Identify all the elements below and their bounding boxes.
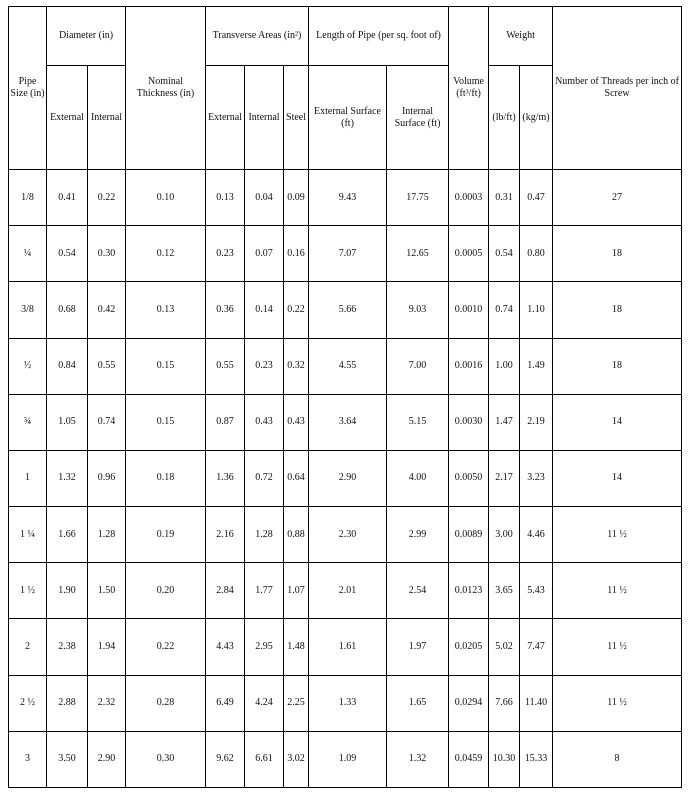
table-row: [9, 507, 682, 563]
header-diameter-external: External: [47, 66, 88, 170]
cell-weight-lbft: 3.65: [489, 563, 520, 619]
header-weight: Weight: [489, 7, 553, 66]
cell-pipe-size: 3/8: [9, 282, 47, 338]
cell-length-external: 9.43: [309, 170, 387, 226]
cell-volume: 0.0003: [449, 170, 489, 226]
cell-diameter-internal: 0.42: [88, 282, 126, 338]
cell-pipe-size: 1: [9, 450, 47, 506]
cell-area-steel: 0.32: [284, 338, 309, 394]
cell-weight-kgm: 3.23: [520, 450, 553, 506]
cell-length-external: 1.61: [309, 619, 387, 675]
cell-nominal-thickness: 0.15: [126, 338, 206, 394]
header-length-external: External Surface (ft): [309, 66, 387, 170]
cell-area-internal: 0.04: [245, 170, 284, 226]
cell-weight-kgm: 2.19: [520, 394, 553, 450]
cell-diameter-external: 0.84: [47, 338, 88, 394]
cell-diameter-external: 1.66: [47, 507, 88, 563]
table-row: [9, 563, 682, 619]
cell-volume: 0.0294: [449, 675, 489, 731]
header-diameter-internal: Internal: [88, 66, 126, 170]
cell-area-steel: 0.16: [284, 226, 309, 282]
cell-diameter-internal: 0.74: [88, 394, 126, 450]
cell-area-internal: 6.61: [245, 731, 284, 787]
cell-volume: 0.0010: [449, 282, 489, 338]
cell-diameter-internal: 0.30: [88, 226, 126, 282]
table-row: [9, 170, 682, 226]
cell-diameter-internal: 1.94: [88, 619, 126, 675]
cell-area-external: 4.43: [206, 619, 245, 675]
cell-length-external: 5.66: [309, 282, 387, 338]
cell-threads: 18: [553, 282, 682, 338]
cell-pipe-size: 3: [9, 731, 47, 787]
cell-weight-lbft: 0.31: [489, 170, 520, 226]
header-area-internal: Internal: [245, 66, 284, 170]
cell-pipe-size: 2 ½: [9, 675, 47, 731]
cell-volume: 0.0089: [449, 507, 489, 563]
header-area-steel: Steel: [284, 66, 309, 170]
cell-volume: 0.0030: [449, 394, 489, 450]
header-weight-kgm: (kg/m): [520, 66, 553, 170]
cell-weight-lbft: 7.66: [489, 675, 520, 731]
pipe-dimensions-table: [8, 6, 682, 788]
cell-length-external: 1.09: [309, 731, 387, 787]
cell-threads: 11 ½: [553, 507, 682, 563]
cell-area-external: 1.36: [206, 450, 245, 506]
cell-length-external: 1.33: [309, 675, 387, 731]
cell-area-external: 9.62: [206, 731, 245, 787]
cell-area-steel: 2.25: [284, 675, 309, 731]
cell-threads: 14: [553, 394, 682, 450]
cell-area-steel: 1.07: [284, 563, 309, 619]
cell-pipe-size: ¼: [9, 226, 47, 282]
cell-weight-lbft: 0.74: [489, 282, 520, 338]
cell-nominal-thickness: 0.22: [126, 619, 206, 675]
cell-weight-kgm: 15.33: [520, 731, 553, 787]
header-threads: Number of Threads per inch of Screw: [553, 7, 682, 170]
cell-volume: 0.0205: [449, 619, 489, 675]
header-length-of-pipe: Length of Pipe (per sq. foot of): [309, 7, 449, 66]
table-row: [9, 450, 682, 506]
cell-weight-kgm: 7.47: [520, 619, 553, 675]
header-pipe-size: Pipe Size (in): [9, 7, 47, 170]
cell-nominal-thickness: 0.13: [126, 282, 206, 338]
cell-weight-lbft: 2.17: [489, 450, 520, 506]
cell-volume: 0.0459: [449, 731, 489, 787]
cell-diameter-external: 0.41: [47, 170, 88, 226]
cell-volume: 0.0016: [449, 338, 489, 394]
cell-diameter-external: 2.38: [47, 619, 88, 675]
table-row: [9, 675, 682, 731]
cell-diameter-external: 0.54: [47, 226, 88, 282]
cell-length-internal: 4.00: [387, 450, 449, 506]
header-area-external: External: [206, 66, 245, 170]
cell-area-steel: 1.48: [284, 619, 309, 675]
cell-weight-kgm: 0.47: [520, 170, 553, 226]
cell-diameter-internal: 1.50: [88, 563, 126, 619]
cell-area-internal: 4.24: [245, 675, 284, 731]
cell-length-internal: 2.99: [387, 507, 449, 563]
cell-area-steel: 3.02: [284, 731, 309, 787]
cell-pipe-size: ½: [9, 338, 47, 394]
cell-area-internal: 0.72: [245, 450, 284, 506]
cell-area-steel: 0.43: [284, 394, 309, 450]
cell-area-external: 0.13: [206, 170, 245, 226]
cell-length-internal: 17.75: [387, 170, 449, 226]
cell-length-internal: 9.03: [387, 282, 449, 338]
cell-length-internal: 2.54: [387, 563, 449, 619]
cell-nominal-thickness: 0.18: [126, 450, 206, 506]
cell-diameter-external: 3.50: [47, 731, 88, 787]
cell-diameter-external: 1.90: [47, 563, 88, 619]
cell-weight-kgm: 5.43: [520, 563, 553, 619]
cell-length-external: 2.90: [309, 450, 387, 506]
cell-area-external: 0.23: [206, 226, 245, 282]
cell-area-internal: 1.77: [245, 563, 284, 619]
cell-area-internal: 0.23: [245, 338, 284, 394]
cell-area-external: 2.84: [206, 563, 245, 619]
cell-weight-kgm: 4.46: [520, 507, 553, 563]
cell-area-internal: 0.14: [245, 282, 284, 338]
cell-length-internal: 7.00: [387, 338, 449, 394]
cell-diameter-internal: 1.28: [88, 507, 126, 563]
table-row: [9, 619, 682, 675]
cell-pipe-size: 1 ¼: [9, 507, 47, 563]
cell-length-external: 4.55: [309, 338, 387, 394]
cell-length-internal: 1.32: [387, 731, 449, 787]
cell-diameter-external: 2.88: [47, 675, 88, 731]
cell-volume: 0.0005: [449, 226, 489, 282]
cell-nominal-thickness: 0.28: [126, 675, 206, 731]
table-row: [9, 226, 682, 282]
cell-diameter-external: 0.68: [47, 282, 88, 338]
table-row: [9, 282, 682, 338]
cell-volume: 0.0123: [449, 563, 489, 619]
cell-nominal-thickness: 0.15: [126, 394, 206, 450]
cell-diameter-external: 1.32: [47, 450, 88, 506]
cell-diameter-internal: 0.96: [88, 450, 126, 506]
cell-area-steel: 0.22: [284, 282, 309, 338]
cell-volume: 0.0050: [449, 450, 489, 506]
cell-diameter-internal: 2.90: [88, 731, 126, 787]
cell-threads: 11 ½: [553, 563, 682, 619]
table-row: [9, 731, 682, 787]
cell-weight-lbft: 1.00: [489, 338, 520, 394]
cell-pipe-size: 1/8: [9, 170, 47, 226]
cell-area-external: 0.36: [206, 282, 245, 338]
header-weight-lbft: (lb/ft): [489, 66, 520, 170]
cell-weight-lbft: 10.30: [489, 731, 520, 787]
cell-length-external: 7.07: [309, 226, 387, 282]
cell-weight-lbft: 1.47: [489, 394, 520, 450]
cell-area-steel: 0.09: [284, 170, 309, 226]
cell-length-external: 2.30: [309, 507, 387, 563]
cell-pipe-size: 2: [9, 619, 47, 675]
cell-length-external: 2.01: [309, 563, 387, 619]
header-volume: Volume (ft³/ft): [449, 7, 489, 170]
cell-area-internal: 2.95: [245, 619, 284, 675]
header-transverse-areas: Transverse Areas (in²): [206, 7, 309, 66]
cell-area-internal: 0.07: [245, 226, 284, 282]
cell-weight-kgm: 1.49: [520, 338, 553, 394]
cell-length-internal: 1.97: [387, 619, 449, 675]
cell-weight-kgm: 1.10: [520, 282, 553, 338]
cell-weight-lbft: 0.54: [489, 226, 520, 282]
cell-diameter-external: 1.05: [47, 394, 88, 450]
cell-threads: 18: [553, 338, 682, 394]
table-row: [9, 338, 682, 394]
cell-length-internal: 1.65: [387, 675, 449, 731]
cell-threads: 18: [553, 226, 682, 282]
cell-threads: 11 ½: [553, 675, 682, 731]
cell-area-external: 0.87: [206, 394, 245, 450]
cell-threads: 27: [553, 170, 682, 226]
cell-diameter-internal: 2.32: [88, 675, 126, 731]
cell-nominal-thickness: 0.19: [126, 507, 206, 563]
table-body: [9, 170, 682, 788]
header-nominal-thickness: Nominal Thickness (in): [126, 7, 206, 170]
cell-nominal-thickness: 0.30: [126, 731, 206, 787]
cell-diameter-internal: 0.22: [88, 170, 126, 226]
table-row: [9, 394, 682, 450]
cell-area-internal: 1.28: [245, 507, 284, 563]
cell-area-external: 0.55: [206, 338, 245, 394]
cell-pipe-size: 1 ½: [9, 563, 47, 619]
cell-threads: 8: [553, 731, 682, 787]
cell-area-external: 2.16: [206, 507, 245, 563]
cell-threads: 11 ½: [553, 619, 682, 675]
cell-area-steel: 0.88: [284, 507, 309, 563]
header-diameter: Diameter (in): [47, 7, 126, 66]
cell-diameter-internal: 0.55: [88, 338, 126, 394]
cell-area-steel: 0.64: [284, 450, 309, 506]
cell-nominal-thickness: 0.10: [126, 170, 206, 226]
header-length-internal: Internal Surface (ft): [387, 66, 449, 170]
cell-area-internal: 0.43: [245, 394, 284, 450]
cell-length-internal: 5.15: [387, 394, 449, 450]
cell-weight-lbft: 5.02: [489, 619, 520, 675]
cell-pipe-size: ¾: [9, 394, 47, 450]
cell-weight-lbft: 3.00: [489, 507, 520, 563]
cell-nominal-thickness: 0.20: [126, 563, 206, 619]
cell-threads: 14: [553, 450, 682, 506]
cell-area-external: 6.49: [206, 675, 245, 731]
cell-length-external: 3.64: [309, 394, 387, 450]
cell-weight-kgm: 11.40: [520, 675, 553, 731]
cell-weight-kgm: 0.80: [520, 226, 553, 282]
cell-length-internal: 12.65: [387, 226, 449, 282]
table-header: [9, 7, 682, 170]
cell-nominal-thickness: 0.12: [126, 226, 206, 282]
